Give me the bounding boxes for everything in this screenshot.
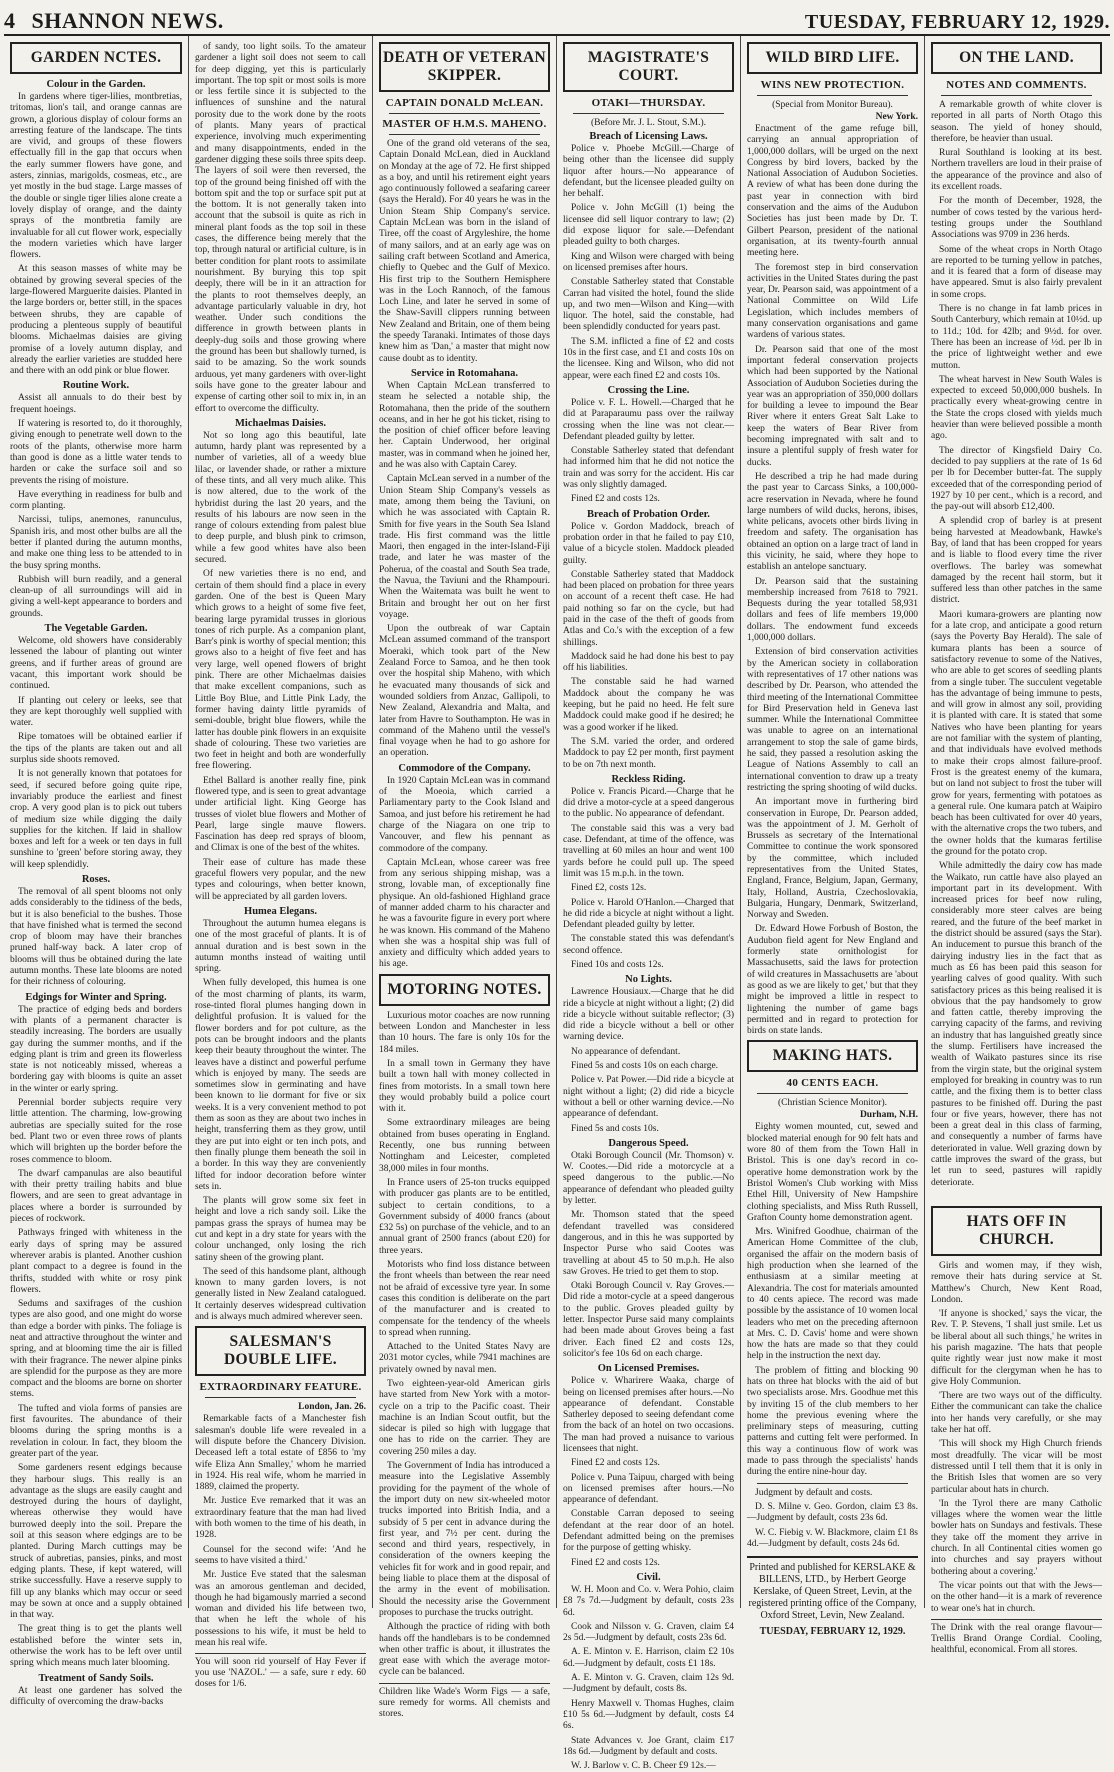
- paragraph: Girls and women may, if they wish, remove their hats during service at St. Matthew's Church, New Kent Road, London.: [931, 1260, 1102, 1305]
- paragraph: Constable Satherley stated that defendant had informed him that he did not notice the train and was sorry for the accident. His car was only slightly damaged.: [563, 446, 734, 491]
- article-subheading: MASTER OF H.M.S. MAHENO.: [382, 118, 547, 130]
- paragraph: Fined £2 and costs 12s.: [571, 1458, 660, 1469]
- paragraph: A splendid crop of barley is at present being harvested at Meadowbank, Hawke's Bay, of land that has been cropped for years and is liable to flood every time the river overflows. The barley was somewhat damaged by the recent hail storm, but it suffered less than other patches in the same district.: [931, 516, 1102, 606]
- section-heading: Civil.: [636, 1571, 661, 1583]
- paragraph: An important move in furthering bird conservation in Europe, Dr. Pearson added, was the appointment of J. M. Gerholt of Brussels as secretary of the International Committee to continue the work sponsored by the committee, which included representatives from the United States, England, France, Belgium, Japan, Germany, Italy, Holland, Austria, Czechoslovakia, Bulgaria, Hungary, Denmark, Switzerland, Norway and Sweden.: [747, 797, 918, 921]
- article-headline: SALESMAN'S DOUBLE LIFE.: [195, 1326, 366, 1376]
- paragraph: The removal of all spent blooms not only adds considerably to the tidiness of the beds, but it is also beneficial to the bushes. Those that have finished what is termed the second crop of bloom may have their branches pruned half-way back. A later crop of blooms will thus be obtained during the late autumn months. These late blooms are noted for their richness of colouring.: [10, 887, 182, 988]
- section-heading: On Licensed Premises.: [597, 1363, 700, 1375]
- section-heading: Routine Work.: [62, 380, 130, 392]
- divider: [573, 113, 724, 114]
- paragraph: Otaki Borough Council v. Ray Groves.—Did ride a motor-cycle at a speed dangerous to the public. Groves pleaded guilty by letter. Inspector Purse said many complaints had been made about Groves being a fast driver. Each fined £2 and costs 12s, solicitor's fee 10s 6d on each charge.: [563, 1281, 734, 1359]
- paragraph: Rubbish will burn readily, and a general clean-up of all surroundings will aid in giving a well-kept appearance to borders and grounds.: [10, 574, 182, 619]
- paragraph: Upon the outbreak of war Captain McLean assumed command of the transport Moeraki, which took part of the New Zealand Force to Samoa, and he then took over the hospital ship Maheno, with which he evacuated many thousands of sick and wounded soldiers from Anzac, Gallipoli, to New Zealand, Alexandria and Malta, and later from Havre to Southampton. He was in command of the Maheno until the vessel's final voyage when he had to go ashore for an operation.: [379, 624, 550, 759]
- paragraph: Pathways fringed with whiteness in the early days of spring may be assured wherever arabis is planted. Another cushion plant compact to a degree is found in the thrifts, studded with white or rosy pink flowers.: [10, 1228, 182, 1295]
- divider: [389, 134, 540, 135]
- paragraph: The constable said he had warned Maddock about the company he was keeping, but he paid no heed. He felt sure Maddock could make good if he desired; he was a good worker if he liked.: [563, 677, 734, 733]
- article-headline: HATS OFF IN CHURCH.: [931, 1206, 1102, 1256]
- dateline: Durham, N.H.: [859, 1110, 918, 1121]
- masthead: [4, 6, 1110, 36]
- paragraph: When Captain McLean transferred to steam he selected a notable ship, the Rotomahana, then the pride of the southern oceans, and in her he got his ticket, rising to the position of chief officer before leaving her. Captain Underwood, her original master, was in command when he joined her, and he was also with Captain Carey.: [379, 380, 550, 471]
- paragraph: State Advances v. Joe Grant, claim £17 18s 6d.—Judgment by default and costs.: [563, 1735, 734, 1757]
- paragraph: Enactment of the game refuge bill, carrying an annual appropriation of 1,000,000 dollars, will be urged on the next Congress by bird lovers, backed by the National Association of Audubon Societies. A review of what has been done during the past year in connection with bird conservation and the aims of the Audubon Societies has just been made by Dr. T. Gilbert Pearson, president of the national organisation, at its twenty-fourth annual meeting here.: [747, 124, 918, 259]
- article-subheading: WINS NEW PROTECTION.: [760, 79, 905, 91]
- article-headline: GARDEN NCTES.: [10, 42, 182, 74]
- article-headline: MAGISTRATE'S COURT.: [563, 42, 734, 92]
- divider: [389, 113, 540, 114]
- paragraph: Mr. Justice Eve stated that the salesman was an amorous gentleman and decided, though he had bigamously married a second woman and divided his life between two, that when he left the whole of his possessions to his wife, it must be held to mean his real wife.: [195, 1570, 366, 1648]
- section-heading: The Vegetable Garden.: [44, 623, 148, 635]
- paragraph: The director of Kingsfield Dairy Co. decided to pay suppliers at the rate of 1s 6d per lb for December butter-fat. The supply exceeded that of the corresponding period of 1927 by 10 per cent., which is a record, and the pay-out will absorb £12,400.: [931, 445, 1102, 513]
- section-heading: Breach of Probation Order.: [587, 508, 710, 520]
- paragraph: Dr. Edward Howe Forbush of Boston, the Audubon field agent for New England and formerly state ornithologist for Massachusetts, said the laws for protection of wild creatures in Massachusetts are 'about as good as we are likely to get,' but that they might be improved a little in respect to lightening the number of game bags permitted and in regard to protection for birds on state lands.: [747, 924, 918, 1037]
- article-headline: DEATH OF VETERAN SKIPPER.: [379, 42, 550, 92]
- byline: (Special from Monitor Bureau).: [772, 100, 893, 110]
- article-subheading: CAPTAIN DONALD McLEAN.: [385, 97, 544, 109]
- paragraph: The tufted and viola forms of pansies are first favourites. The abundance of their blooms during the spring months is a revelation in colour. In fact, they bloom the greater part of the year.: [10, 1403, 182, 1459]
- section-heading: Breach of Licensing Laws.: [589, 131, 708, 142]
- paragraph: Attached to the United States Navy are 2031 motor cycles, while 7941 machines are privately owned by naval men.: [379, 1342, 550, 1375]
- paragraph: In 1920 Captain McLean was in command of the Moeoia, which carried a Parliamentary party to the Cook Island and Samoa, and just before his retirement he had charge of the Niagara on one trip to Vancouver, and flew his pennant as commodore of the company.: [379, 775, 550, 854]
- paragraph: Ethel Ballard is another really fine, pink flowered type, and is seen to great advantage under artificial light. King George has trusses of violet blue flowers and Mother of Pearl, large single mauve flowers. Fascination has deep red sprays of bloom, and Climax is one of the best of the whites.: [195, 775, 366, 854]
- dateline: New York.: [875, 112, 918, 122]
- paragraph: It is not generally known that potatoes for seed, if secured before going quite ripe, invariably produce the earliest and finest crop. A very good plan is to pick out tubers of medium size while digging the daily supplies for the kitchen. If laid in shallow boxes and left for a week or ten days in full sunshine to 'green' before storing away, they will keep splendidly.: [10, 769, 182, 870]
- paragraph: W. C. Fiebig v. W. Blackmore, claim £1 8s 4d.—Judgment by default, costs 24s 6d.: [747, 1527, 918, 1549]
- paragraph: Perennial border subjects require very little attention. The charming, low-growing aubretias are specially suited for the rose bed. Plant two or even three rows of plants which will brighten up the border before the roses commence to bloom.: [10, 1098, 182, 1165]
- paragraph: Fined £2 and costs 12s.: [571, 494, 660, 505]
- byline: (Christian Science Monitor).: [778, 1098, 887, 1109]
- column-on-the-land: [924, 36, 1108, 1655]
- paragraph: The great thing is to get the plants well established before the winter sets in, otherwise the work has to be left over until spring which means much later blooming.: [10, 1624, 182, 1669]
- divider: [757, 95, 908, 96]
- paragraph: The constable said this was a very bad case. Defendant, at time of the offence, was travelling at 60 miles an hour and went 100 yards before he could pull up. The speed limit was 15 m.p.h. in the town.: [563, 823, 734, 879]
- article-subheading: OTAKI—THURSDAY.: [591, 97, 706, 109]
- paragraph: Some of the wheat crops in North Otago are reported to be turning yellow in patches, and it is feared that a form of disease may have appeared. Smut is also fairly prevalent in some crops.: [931, 244, 1102, 300]
- paragraph: Although the practice of riding with both hands off the handlebars is to be condemned when other traffic is about, it illustrates the great ease with which the average motor-cycle can be balanced.: [379, 1622, 550, 1678]
- paragraph: Police v. Harold O'Hanlon.—Charged that he did ride a bicycle at night without a light. Defendant pleaded guilty by letter.: [563, 897, 734, 931]
- paragraph: The foremost step in bird conservation activities in the United States during the past year, Dr. Pearson said, was appointment of a National Committee on Wild Life Legislation, which includes members of many conservation organisations and game wardens of various states.: [747, 262, 918, 341]
- paragraph: Some extraordinary mileages are being obtained from buses operating in England. Recently, one bus running between Nottingham and Leicester, completed 38,000 miles in four months.: [379, 1118, 550, 1174]
- section-heading: Humea Elegans.: [244, 905, 317, 917]
- divider: [205, 1397, 356, 1398]
- paragraph: Police v. Gordon Maddock, breach of probation order in that he failed to pay £10, value of a bicycle stolen. Maddock pleaded guilty.: [563, 521, 734, 566]
- byline: (Before Mr. J. L. Stout, S.M.).: [590, 118, 707, 128]
- article-subheading: 40 CENTS EACH.: [786, 1077, 879, 1090]
- paragraph: Police v. Wharirere Waaka, charge of being on licensed premises after hours.—No appearance of defendant. Constable Satherley deposed to seeing defendant come from the back of an hotel on two occasions. The man had proved a nuisance to various licensees that night.: [563, 1376, 734, 1454]
- column-wild-bird-hats: [740, 36, 924, 1638]
- paragraph: The constable stated this was defendant's second offence.: [563, 934, 734, 956]
- paragraph: Welcome, old showers have considerably lessened the labour of planting out winter greens, and if further areas of ground are vacant, this important work should be continued.: [10, 636, 182, 692]
- article-headline: ON THE LAND.: [931, 42, 1102, 74]
- section-heading: No Lights.: [625, 974, 672, 986]
- paragraph: Two eighteen-year-old American girls have started from New York with a motor-cycle on a trip to the Pacific coast. Their machine is an Indian Scout outfit, but the sidecar is piled so high with luggage that one has to ride on the carrier. They are covering 250 miles a day.: [379, 1378, 550, 1457]
- columns: [4, 36, 1110, 1772]
- paragraph: Rural Southland is looking at its best. Northern travellers are loud in their praise of the appearance of the province and also of its excellent roads.: [931, 148, 1102, 193]
- section-heading: Michaelmas Daisies.: [235, 417, 326, 429]
- paragraph: 'There are two ways out of the difficulty. Either the communicant can take the chalice into her hands very carefully, or she may take her hat off.: [931, 1391, 1102, 1436]
- section-heading: Crossing the Line.: [607, 384, 690, 396]
- column-garden-continued: [188, 36, 372, 1690]
- paragraph: The problem of fitting and blocking 90 hats on three hat blocks with the aid of but two specialists arose. Mrs. Goodhue met this by inviting 15 of the club members to her home the previous evening where the preliminary steps of measuring, cutting patterns and cutting felt were performed. In this way a continuous flow of work was made to pass through the specialists' hands during the entire nine-hour day.: [747, 1365, 918, 1478]
- paragraph: Constable Carran deposed to seeing defendant at the rear door of an hotel. Defendant admitted being on the premises for the purpose of getting whisky.: [563, 1509, 734, 1554]
- paragraph: 'If anyone is shocked,' says the vicar, the Rev. T. P. Stevens, 'I shall just smile. Let us be liberal about all such things,' he writes in his parish magazine. 'The hats that people quite rightly wear just now make it most difficult for the clergyman when he has to give Holy Communion.: [931, 1309, 1102, 1387]
- paragraph: King and Wilson were charged with being on licensed premises after hours.: [563, 251, 734, 273]
- paragraph: Mr. Thomson stated that the speed defendant travelled was considered dangerous, and in this he was supported by Inspector Purse who said Cootes was travelling at about 45 to 50 m.p.h. He also saw Groves. He tried to get them to stop.: [563, 1210, 734, 1277]
- paragraph: Judgment by default and costs.: [755, 1487, 873, 1498]
- paragraph: of sandy, too light soils. To the amateur gardener a light soil does not seem to call for deep digging, yet this is particularly important. The top spit or most soils is more or less fertile since it is subjected to the influences of sunshine and the natural porosity due to the work done by the roots of plants. Many years of practical experience, involving much experimenting and many disappointments, ended in the gardener digging these soils three spits deep. The layers of soil were then reversed, the top of the ground being finished off with the bottom spit and the top or surface spit put at the bottom. It is not generally taken into account that the subsoil is quite as rich in mineral plant foods as the top soil in these cases, the difference being merely that the top, through natural or artificial culture, is in better condition for plant roots to assimilate nourishment. By burying this top spit deeply, there will be in it an attraction for the plants to root themselves deeply, an advantage particularly valuable in dry, hot weather. Under such conditions the difference in growth between plants in deeply-dug soils and those growing where the ground has been but shallowly turned, is said to be amazing. So the work sounds arduous, yet many gardeners with over-light soils have gone to the greater labour and expense of carting other soil to mix in, in an effort to overcome the difficulty.: [195, 42, 366, 414]
- paragraph: Mrs. Winifred Goodhue, chairman of the American Home Committee of the club, organised the affair on the modern basis of high production when she learned of the enthusiasm at a similar meeting at Alexandria. The cost for materials amounted to 40 cents apiece. The record was made possible by the assistance of 10 women local leaders who met on the preceding afternoon at Mrs. C. D. Cavis' home and were shown how the hats are made so that they could help in the instruction the next day.: [747, 1227, 918, 1362]
- imprint: [747, 1556, 918, 1638]
- article-subheading: NOTES AND COMMENTS.: [946, 79, 1087, 91]
- paragraph: In a small town in Germany they have built a town hall with money collected in fines from motorists. In a small town here they would probably build a police court with it.: [379, 1058, 550, 1115]
- paragraph: At this season masses of white may be obtained by growing several species of the large-flowered Marguerite daisies. Planted in the large borders or, better still, in the spaces between shrubs, they are capable of producing a plenteous supply of beautiful blooms. Michaelmas daisies are giving promise of a lovely autumn display, and already the earlier varieties are studded here and there with an odd pink or blue flower.: [10, 264, 182, 377]
- paragraph: No appearance of defendant.: [571, 1046, 681, 1057]
- paragraph: Lawrence Housiaux.—Charge that he did ride a bicycle at night without a light; (2) did ride a bicycle without suitable reflector; (3) did ride a bicycle without a bell or other warning device.: [563, 987, 734, 1043]
- paragraph: Remarkable facts of a Manchester fish salesman's double life were revealed in a will dispute before the Chancery Division. Deceased left a total estate of £856 to 'my wife Eliza Ann Smalley,' whom he married in 1924. His real wife, whom he married in 1889, claimed the property.: [195, 1414, 366, 1493]
- column-garden-notes: [4, 36, 188, 1707]
- page-number: 4: [4, 8, 16, 33]
- paragraph: Not so long ago this beautiful, late autumn, hardy plant was represented by a number of varieties, all of a weedy blue lilac, or lavender shade, or rather a mixture of these tints, and all very much alike. This is now altered, due to the work of the hybridist during the last 20 years, and the results of his labours are now seen in the range of colours extending from palest blue to deep purple, and blush pink to crimson, while a few good whites have also been secured.: [195, 430, 366, 566]
- paragraph: Eighty women mounted, cut, sewed and blocked material enough for 90 felt hats and wore 80 of them from the Town Hall in Bristol. This is one day's record in co-operative home demonstration work by the Bristol Women's Club working with Miss Ethel Hill, University of New Hampshire clothing specialists, and Miss Ruth Russell, Grafton County home demonstration agent.: [747, 1122, 918, 1223]
- paragraph: The practice of edging beds and borders with plants of a permanent character is steadily increasing. The borders are usually gay during the summer months, and if the edging plant is trim and green its flowerless state is not noticeably missed, whereas a bordering gay with blooms is quite an asset in the winter or early spring.: [10, 1004, 182, 1094]
- paragraph: Counsel for the second wife: 'And he seems to have visited a third.': [195, 1544, 366, 1566]
- paragraph: Fined 10s and costs 12s.: [571, 960, 664, 970]
- column-magistrates-court: [556, 36, 740, 1772]
- paragraph: When fully developed, this humea is one of the most charming of plants, its warm, rose-tinted floral plumes hanging down in delightful profusion. It is valued for the flower borders and for pot culture, as the pots can be brought indoors and the plants keep their beauty throughout the winter. The leaves have a distinct and powerful perfume which is enjoyed by many. The seeds are sometimes slow in germinating and have been known to lie dormant for five or six weeks. It is a very convenient method to pot them as soon as they are about two inches in height, transferring them as they grow, until they are put into eight or ten inch pots, and then finally plunge them beneath the soil in a border. In this way they are conveniently lifted for indoor decoration before winter sets in.: [195, 978, 366, 1192]
- paragraph: The Government of India has introduced a measure into the Legislative Assembly providing for the payment of the whole of the import duty on new six-wheeled motor trucks imported into British India, and a subsidy of 5 per cent in advance during the first year, and 7½ per cent. during the second and third years, respectively, in consideration of the owners keeping the vehicles fit for work and in good repair, and being liable to place them at the disposal of the army in the event of mobilisation. Should the necessity arise the Government proposes to purchase the trucks outright.: [379, 1461, 550, 1618]
- paragraph: If planting out celery or leeks, see that they are kept thoroughly well supplied with water.: [10, 695, 182, 729]
- paragraph: Ripe tomatoes will be obtained earlier if the tips of the plants are taken out and all surplus side shoots removed.: [10, 732, 182, 766]
- paragraph: A remarkable growth of white clover is reported in all parts of North Otago this season. The yield of honey should, therefore, be heavier than usual.: [931, 100, 1102, 144]
- paragraph: Assist all annuals to do their best by frequent hoeings.: [10, 393, 182, 415]
- section-heading: Treatment of Sandy Soils.: [38, 1672, 154, 1684]
- paragraph: Police v. Puna Taipuu, charged with being on licensed premises after hours.—No appearance of defendant.: [563, 1472, 734, 1506]
- newspaper-title: SHANNON NEWS.: [31, 8, 224, 33]
- paragraph: One of the grand old veterans of the sea, Captain Donald McLean, died in Auckland on Monday at the age of 72. He first shipped as a boy, and until his retirement eight years ago continuously followed a seafaring career (says the Herald). For 40 years he was in the Union Steam Ship Company's service. Captain McLean was born in the island of Tiree, off the coast of Argyleshire, the home of many sailors, and at an early age was on sailing craft between Scotland and America, chiefly to Quebec and the Gulf of Mexico. His first trip to the Southern Hemisphere was in the Loch Rannoch, of the famous Loch Line, and later he served in some of the Shaw-Savill clippers running between New Zealand and Britain, one of them being the speedy Taranaki. Intimates of those days knew him as 'Dan,' a master that might now cause doubt as to identity.: [379, 139, 550, 364]
- paragraph: Motorists who find loss distance between the front wheels than between the rear need not be afraid of excessive tyre year. In some cases this condition is deliberate on the part of the manufacturer and is created to compensate for the tendency of the wheels to spread when running.: [379, 1260, 550, 1338]
- masthead-left: [4, 8, 224, 34]
- section-heading: Edgings for Winter and Spring.: [25, 991, 167, 1003]
- paragraph: Otaki Borough Council (Mr. Thomson) v. W. Cootes.—Did ride a motorcycle at a speed dangerous to the public.—No appearance of defendant who pleaded guilty by letter.: [563, 1150, 734, 1207]
- article-headline: WILD BIRD LIFE.: [747, 42, 918, 74]
- divider: [757, 1483, 908, 1484]
- dateline: London, Jan. 26.: [298, 1402, 366, 1413]
- article-headline: MAKING HATS.: [747, 1040, 918, 1072]
- paragraph: Police v. F. L. Howell.—Charged that he did at Paraparaumu pass over the railway crossing when the line was not clear.—Defendant pleaded guilty by letter.: [563, 397, 734, 442]
- paragraph: Fined £2, costs 12s.: [571, 883, 647, 894]
- paragraph: Extension of bird conservation activities by the American society in collaboration with representatives of 17 other nations was described by Dr. Pearson, who attended the third meeting of the International Committee for Bird Preservation held in Geneva last summer. While the International Committee was unable to agree on an international arrangement to stop the sale of game birds, he said, they passed a resolution asking the League of Nations Assembly to call an international convention to draw up a treaty restricting the spring shooting of wild ducks.: [747, 647, 918, 793]
- paragraph: Luxurious motor coaches are now running between London and Manchester in less than 10 hours. The fare is only 10s for the 184 miles.: [379, 1010, 550, 1055]
- paragraph: Throughout the autumn humea elegans is one of the most graceful of plants. It is of annual duration and is best sown in the autumn months instead of waiting until spring.: [195, 918, 366, 975]
- paragraph: Narcissi, tulips, anemones, ranunculus, Spanish iris, and most other bulbs are all the better if planted during the autumn months, and make one thing less to be attended to in the busy spring months.: [10, 515, 182, 571]
- paragraph: Fined 5s and costs 10s on each charge.: [571, 1061, 719, 1072]
- paragraph: W. J. Barlow v. C. B. Cheer £9 12s.—: [571, 1761, 716, 1772]
- paragraph: Police v. John McGill (1) being the licensee did sell liquor contrary to law; (2) did expose liquor for sale.—Defendant pleaded guilty to both charges.: [563, 203, 734, 248]
- paragraph: The seed of this handsome plant, although known to many garden lovers, is not generally listed in New Zealand catalogued. It certainly deserves widespread cultivation and is always much admired wherever seen.: [195, 1266, 366, 1323]
- paragraph: Of new varieties there is no end, and certain of them should find a place in every garden. One of the best is Queen Mary which grows to a height of some five feet, bearing large pyramidal trusses in glorious tones of rich purple. As a companion plant, Barr's pink is worthy of special mention; this grows also to a height of five feet and has very large, well opened flowers of bright pink. There are other Michaelmas daisies that make excellent companions, such as Little Boy Blue, and Little Pink Lady, the former having dainty little pyramids of semi-double, bright blue flowers, while the latter has double pink flowers in an exquisite shade of colouring. These two varieties are two feet in height and both are wonderfully free flowering.: [195, 569, 366, 772]
- advertisement-nazol: You will soon rid yourself of Hay Fever if you use 'NAZOL.' — a safe, sure r edy. 60 doses for 1/6.: [195, 1653, 366, 1690]
- paragraph: Captain McLean served in a number of the Union Steam Ship Company's vessels as mate, among them being the Taviuni, on which he was associated with Captain R. Smith for five years in the South Sea Island trade. His first command was the little Maori, then engaged in the inter-Island-Fiji trade, and later he was master of the Poherua, of the coastal and South Sea trade, the Navua, the Taviuni and the Rhampouri. When the Waitemata was built he went to Britain and brought her out on her first voyage.: [379, 474, 550, 620]
- paragraph: Their ease of culture has made these graceful flowers very popular, and the new types and colourings, when better known, will be appreciated by all garden lovers.: [195, 857, 366, 902]
- advertisement-worm-figs: Children like Wade's Worm Figs — a safe, sure remedy for worms. All chemists and stores.: [379, 1683, 550, 1720]
- paragraph: W. H. Moon and Co. v. Wera Pohio, claim £8 7s 7d.—Judgment by default, costs 23s 6d.: [563, 1584, 734, 1618]
- imprint-text: Printed and published for KERSLAKE & BILLENS, LTD., by Herbert George Kerslake, of Queen Street, Levin, at the registered printing office of the Company, Oxford Street, Levin, New Zealand.: [748, 1562, 917, 1622]
- paragraph: Police v. Phoebe McGill.—Charge of being other than the licensee did supply liquor after hours.—No appearance of defendant, but the licensee pleaded guilty on her behalf.: [563, 144, 734, 200]
- paragraph: D. S. Milne v. Geo. Gordon, claim £3 8s.—Judgment by default, costs 23s 6d.: [747, 1501, 918, 1524]
- article-subheading: EXTRAORDINARY FEATURE.: [199, 1381, 362, 1394]
- paragraph: The vicar points out that with the Jews—on the other hand—it is a mark of reverence to wear one's hat in church.: [931, 1580, 1102, 1614]
- paragraph: The S.M. inflicted a fine of £2 and costs 10s in the first case, and £1 and costs 10s on the licensee. King and Wilson, who did not appear, were each fined £2 and costs 10s.: [563, 336, 734, 381]
- paragraph: The dwarf campanulas are also beautiful with their pretty trailing habits and blue flowers, and are seen to great advantage in places where a border is surrounded by pieces of rockwork.: [10, 1168, 182, 1225]
- paragraph: Cook and Nilsson v. G. Craven, claim £4 2s 5d.—Judgment by default, costs 23s 6d.: [563, 1621, 734, 1644]
- section-heading: Reckless Riding.: [611, 773, 686, 785]
- spacer: [931, 1192, 1102, 1206]
- issue-date: TUESDAY, FEBRUARY 12, 1929.: [804, 11, 1110, 33]
- section-heading: Dangerous Speed.: [608, 1137, 689, 1149]
- paragraph: At least one gardener has solved the difficulty of overcoming the draw-backs: [10, 1685, 182, 1707]
- divider: [941, 95, 1092, 96]
- paragraph: There is no change in fat lamb prices in South Canterbury, which remain at 10½d. up to 11d.; 10d. for 42lb; and 9½d. for over. There has been an increase of ½d. per lb in the price of lightweight wether and ewe mutton.: [931, 304, 1102, 371]
- paragraph: Henry Maxwell v. Thomas Hughes, claim £10 5s 6d.—Judgment by default, costs £4 6s.: [563, 1698, 734, 1732]
- paragraph: Constable Satherley stated that Constable Carran had visited the hotel, found the slide up, and two men—Wilson and King—with liquor. The hotel, said the constable, had been splendidly conducted for years past.: [563, 277, 734, 333]
- paragraph: Captain McLean, whose career was free from any serious shipping mishap, was a strong, lovable man, of exceptionally fine physique. An old-fashioned Highland grace of manner added charm to his character and he was a favourite figure in every port where he was known. His command of the Maheno when she was a hospital ship was full of anxiety and difficulty which added years to his age.: [379, 857, 550, 970]
- paragraph: Dr. Pearson said that the sustaining membership increased from 7618 to 7921. Bequests during the year totalled 58,931 dollars and fees of life members 19,000 dollars. The endowment fund exceeds 1,000,000 dollars.: [747, 576, 918, 644]
- paragraph: Maori kumara-growers are planting now for a late crop, and anticipate a good return (says the Poverty Bay Herald). The sale of kumara plants has been a source of satisfactory revenue to some of the Natives, who are able to get scores of seedling plants from a single tuber. The succulent vegetable has the advantage of being immune to pests, and will grow in almost any soil, providing it is planted with care. It is stated that some Natives who have been planting for years are not familiar with the system of planting, and that individuals have evolved methods to make their crops almost failure-proof. Frost is the greatest enemy of the kumara, but on land not subject to frost the tuber will grow for years, fermenting with potatoes as a general rule. One kumara patch at Waipiro beach has been cultivated for over 40 years, with the alternative crops the two tubers, and the owner holds that the kumaras fertilise the ground for the potato crop.: [931, 609, 1102, 857]
- section-heading: Commodore of the Company.: [398, 762, 531, 774]
- paragraph: Mr. Justice Eve remarked that it was an extraordinary feature that the man had lived with both women to the time of his death, in 1928.: [195, 1496, 366, 1541]
- paragraph: 'This will shock my High Church friends most dreadfully. The vicar will be most distressed until I tell them that it is only in the British Isles that women are so very particular about hats in church.: [931, 1439, 1102, 1495]
- paragraph: Constable Satherley stated that Maddock had been placed on probation for three years on account of a recent theft case. He had paid nothing so far on the cycle, but had paid in the case of the theft of goods from Atlas and Co.'s with the exception of a few shillings.: [563, 569, 734, 648]
- section-heading: Service in Rotomahana.: [410, 367, 519, 379]
- paragraph: Police v. Pat Power.—Did ride a bicycle at night without a light; (2) did ride a bicycle without a bell or other warning device.—No appearance of defendant.: [563, 1075, 734, 1120]
- paragraph: The wheat harvest in New South Wales is expected to exceed 50,000,000 bushels. In practically every wheat-growing centre in the State the crops closed with yields much heavier than were believed possible a month ago.: [931, 374, 1102, 442]
- paragraph: If watering is resorted to, do it thoroughly, giving enough to penetrate well down to the roots of the plants, otherwise more harm than good is done as a little water tends to harden or cake the surface soil and so prevents the rising of moisture.: [10, 419, 182, 486]
- section-heading: Roses.: [81, 874, 111, 885]
- paragraph: The S.M. varied the order, and ordered Maddock to pay £2 per month, first payment to be on 7th next month.: [563, 736, 734, 770]
- divider: [757, 1093, 908, 1094]
- paragraph: Some gardeners resent edgings because they harbour slugs. This really is an advantage as the slugs are easily caught and destroyed during the hours of daylight, whereas otherwise they would have burrowed deeply into the soil. Prepare the soil at this season where edgings are to be planted. During March cuttings may be struck of aubretias, pansies, pinks, and most edging plants. These, if kept watered, will strike successfully. Have a reserve supply to fill up any blanks which may occur or seed may be sown at once and a supply obtained in that way.: [10, 1463, 182, 1621]
- paragraph: Sedums and saxifrages of the cushion types are also good, and one might do worse than edge a border with pinks. The foliage is neat and attractive throughout the winter and spring, and at blooming time the air is filled with their fragrance. The newer alpine pinks are splendid for the purpose as they are more compact and the blooms are borne on shorter stems.: [10, 1299, 182, 1400]
- paragraph: Fined £2 and costs 12s.: [571, 1557, 660, 1568]
- paragraph: While admittedly the dairy cow has made the Waikato, run cattle have also played an important part in its development. With increased prices for beef now ruling, considerably more steer calves are being reared, and the future of the beef market in the district should be assured (says the Star). An inducement to pursue this branch of the dairying industry lies in the fact that as much as £6 has been paid this season for yearling calves of good quality. With such satisfactory prices as this being realised it is obvious that the pay handsomely to grow and fatten cattle, thereby improving the carrying capacity of the farms, and reviving an industry that has languished greatly since the slump. Fertilisers have increased the wealth of Waikato pastures since its rise from the virgin state, but the original system employed for breaking in country was to run cattle, and the fixing them is to better class pastures to be finished off. During the past four or five years, however, there has not been a great deal in this class of farming, and consequently a number of farms have deteriorated in value. Well grazing down by cattle improves the sward of the grass, but let run to seed, pastures will rapidly deteriorate.: [931, 861, 1102, 1188]
- paragraph: A. E. Minton v. E. Harrison, claim £2 10s 6d.—Judgment by default, costs £1 18s.: [563, 1647, 734, 1669]
- imprint-date: TUESDAY, FEBRUARY 12, 1929.: [759, 1626, 906, 1638]
- paragraph: Police v. Francis Picard.—Charge that he did drive a motor-cycle at a speed dangerous to the public. No appearance of defendant.: [563, 786, 734, 820]
- paragraph: Dr. Pearson said that one of the most important federal conservation projects which had been supported by the National Association of Audubon Societies during the year was an appropriation of 350,000 dollars for building a levee to impound the Bear River where it enters Great Salt Lake to keep the waters of Bear River from becoming impregnated with salt and to insure a plentiful supply of fresh water for ducks.: [747, 344, 918, 468]
- section-heading: Colour in the Garden.: [46, 79, 146, 90]
- paragraph: The plants will grow some six feet in height and love a rich sandy soil. Like the pampas grass the sprays of humea may be cut and kept in a dry state for years with the colour unchanged, only losing the rich satiny sheen of the growing plant.: [195, 1196, 366, 1263]
- column-skipper-motoring: [372, 36, 556, 1719]
- paragraph: In gardens where tiger-lilies, montbretias, tritomas, lion's tail, and orange cannas are grown, a glorious display of colour forms an arresting feature of the landscape. The tints are vivid, and groups of these flowers effectually fill in the gap that occurs when the early summer flowers have gone, and asters, zinnias, marigolds, cosmeas, etc., are yet mostly in the bud stage. Large masses of the double or single tiger lilies alone create a lovely display of orange, and the dainty sprays of the montbretia family are invaluable for all cut flower work, especially the modern varieties which have larger flowers.: [10, 92, 182, 261]
- paragraph: Fined 5s and costs 10s.: [571, 1123, 659, 1134]
- paragraph: In France users of 25-ton trucks equipped with producer gas plants are to be entitled, subject to certain conditions, to a Government subsidy of 4000 francs (about £32 5s) on purchase of the vehicle, and to an annual grant of 2500 francs (about £20) for three years.: [379, 1177, 550, 1256]
- paragraph: Have everything in readiness for bulb and corm planting.: [10, 489, 182, 512]
- paragraph: For the month of December, 1928, the number of cows tested by the various herd-testing groups under the Southland Associations was 9709 in 236 herds.: [931, 196, 1102, 241]
- paragraph: Maddock said he had done his best to pay off his liabilities.: [563, 651, 734, 674]
- paragraph: 'In the Tyrol there are many Catholic villages where the women wear the little bowler hats on Sundays and festivals. These they take off the moment they arrive in church. In all Continental cities women go into churches and say prayers without bothering about a covering.': [931, 1498, 1102, 1577]
- advertisement-orange-cordial: The Drink with the real orange flavour—Trellis Brand Orange Cordial. Cooling, healthful, economical. From all stores.: [931, 1619, 1102, 1656]
- paragraph: A. E. Minton v. G. Craven, claim 12s 9d.—Judgment by default, costs 8s.: [563, 1673, 734, 1695]
- paragraph: He described a trip he had made during the past year to Carcass Sinks, a 100,000-acre reservation in Nevada, where he found large numbers of wild ducks, herons, ibises, white pelicans, avocets other birds living in freedom and safety. The organisation has obtained an option on a large tract of land in this vicinity, he said, where they hope to establish an antelope sanctuary.: [747, 471, 918, 573]
- article-headline: MOTORING NOTES.: [379, 974, 550, 1006]
